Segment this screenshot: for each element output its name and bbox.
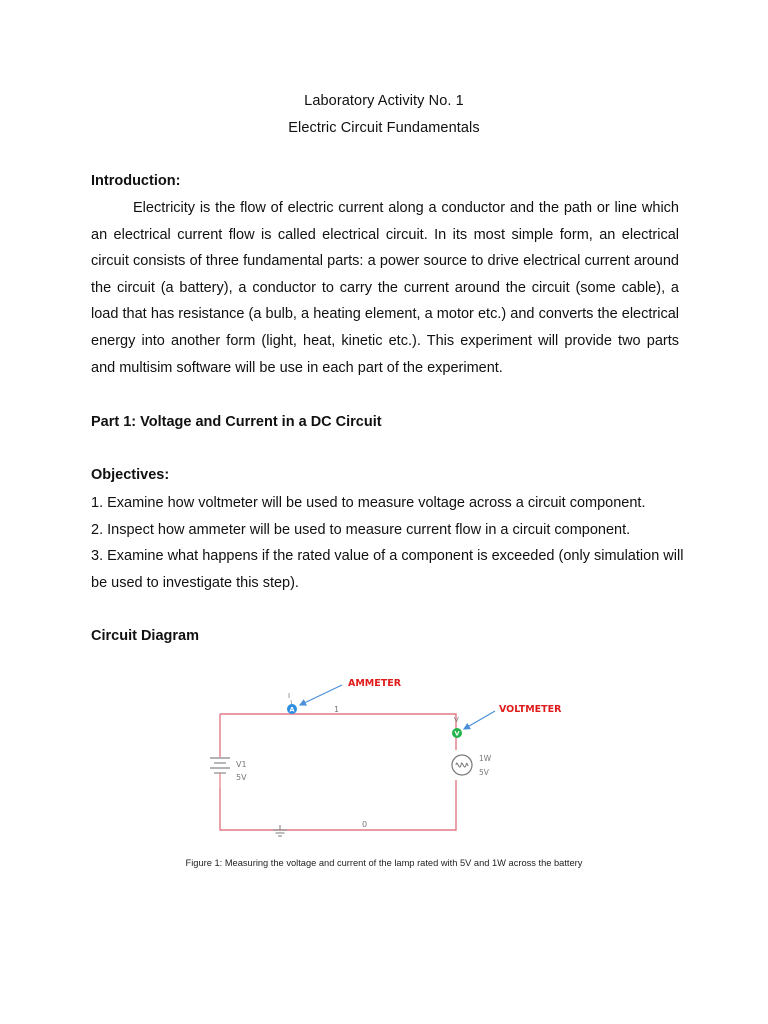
objectives-list [91, 490, 691, 596]
node-0-label: 0 [362, 820, 368, 829]
ground-icon [273, 825, 287, 836]
battery-name: V1 [236, 760, 247, 769]
lamp-power: 1W [479, 754, 492, 763]
objective-item-2: 2. Inspect how ammeter will be used to measure current flow in a circuit component. [91, 521, 631, 538]
objective-item-1: 1. Examine how voltmeter will be used to measure voltage across a circuit component. [91, 495, 646, 511]
node-1-label: 1 [334, 705, 340, 714]
ammeter-probe-label: I [288, 692, 291, 700]
document-title: Laboratory Activity No. 1 [304, 93, 464, 109]
circuit-diagram-heading: Circuit Diagram [91, 628, 199, 644]
introduction-paragraph: Electricity is the flow of electric current along a conductor and the path or line which an electrical current flow is called electrical circuit. In its most simple form, an electrical circuit consists of three fundamental parts: a power source to drive electrical current around the circuit (a battery), a conductor to carry the current around the circuit (some cable), a load that has resistance (a bulb, a heating element, a motor etc.) and converts the electrical energy into another form (light, heat, kinetic etc.). This experiment will provide two parts and multisim software will be use in each part of the experiment. [91, 200, 679, 376]
voltmeter-arrow [464, 711, 495, 729]
ammeter-arrow [300, 685, 342, 705]
ammeter-callout-label: AMMETER [348, 678, 402, 689]
introduction-heading: Introduction: [91, 173, 181, 189]
lamp-voltage: 5V [479, 768, 489, 777]
voltmeter-probe-label: V [454, 716, 459, 724]
voltmeter-callout-label: VOLTMETER [499, 704, 562, 715]
lamp-icon [452, 755, 472, 775]
figure-caption: Figure 1: Measuring the voltage and current of the lamp rated with 5V and 1W across the battery [185, 858, 583, 868]
ammeter-probe-symbol: A [289, 705, 295, 714]
circuit-wires [220, 714, 456, 830]
battery-value: 5V [236, 773, 247, 782]
objective-item-3: 3. Examine what happens if the rated value of a component is exceeded (only simulation will be used to investigate this step). [91, 548, 684, 591]
battery-symbol [210, 756, 230, 788]
part1-heading: Part 1: Voltage and Current in a DC Circuit [91, 414, 382, 430]
circuit-diagram [170, 668, 600, 878]
wire-top [220, 714, 456, 750]
wire-bottom-right [220, 780, 456, 830]
voltmeter-probe-symbol: V [454, 729, 460, 738]
document-subtitle: Electric Circuit Fundamentals [288, 120, 480, 136]
objectives-heading: Objectives: [91, 467, 170, 483]
